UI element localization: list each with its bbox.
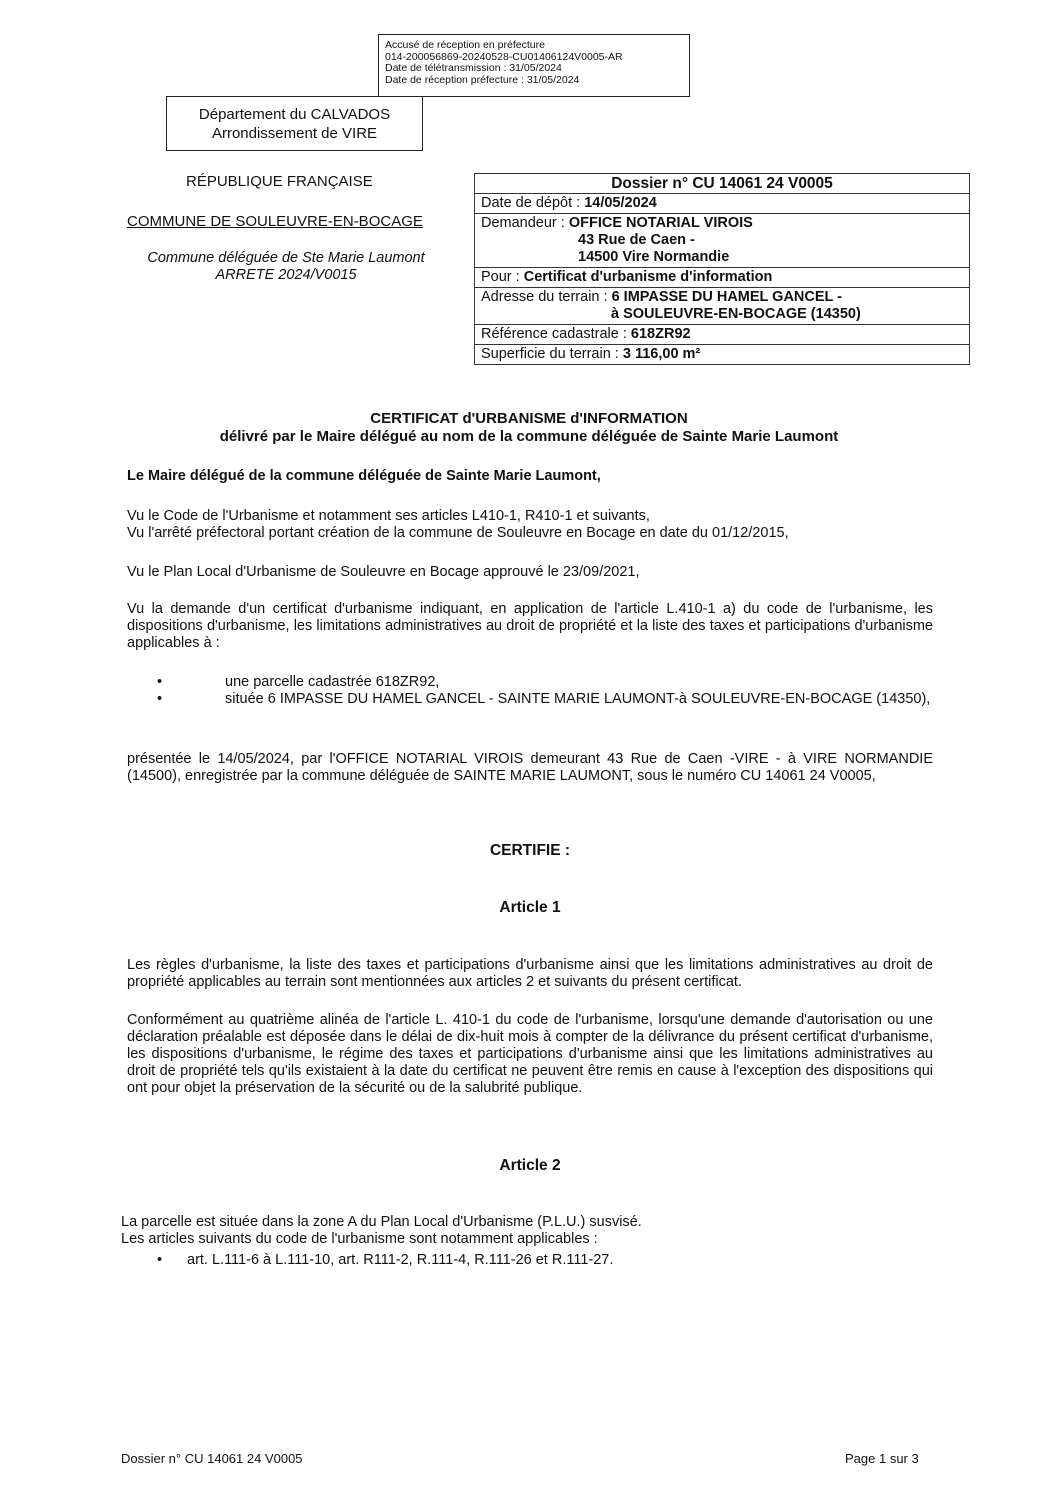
depot-value: 14/05/2024 (584, 195, 657, 211)
dossier-row (475, 214, 970, 268)
commune-label: COMMUNE DE SOULEUVRE-EN-BOCAGE (127, 213, 423, 230)
stamp-line: 014-200056869-20240528-CU01406124V0005-AR (385, 50, 623, 63)
demandeur-address-2: 14500 Vire Normandie (578, 249, 730, 265)
parcel-bullet-list (127, 674, 933, 708)
demandeur-address-1: 43 Rue de Caen - (578, 232, 695, 248)
department-box (166, 96, 423, 151)
dossier-info-table (474, 173, 970, 365)
depot-label: Date de dépôt : (481, 195, 585, 211)
list-item (127, 691, 933, 708)
demandeur-label: Demandeur : (481, 215, 569, 231)
footer-dossier-number: Dossier n° CU 14061 24 V0005 (121, 1451, 303, 1466)
adresse-value-1: 6 IMPASSE DU HAMEL GANCEL - (611, 289, 842, 305)
bullet-icon: • (157, 674, 163, 690)
arrete-label: ARRETE 2024/V0015 (215, 267, 357, 283)
adresse-value-2: à SOULEUVRE-EN-BOCAGE (14350) (611, 306, 861, 322)
vu-plu: Vu le Plan Local d'Urbanisme de Souleuvre en Bocage approuvé le 23/09/2021, (127, 564, 640, 580)
parcel-bullet-1: une parcelle cadastrée 618ZR92, (225, 674, 440, 690)
pour-value: Certificat d'urbanisme d'information (523, 269, 773, 285)
dossier-row (475, 268, 970, 288)
dossier-row (475, 345, 970, 365)
cadastre-label: Référence cadastrale : (481, 326, 631, 342)
dossier-number: Dossier n° CU 14061 24 V0005 (475, 174, 970, 194)
maire-statement: Le Maire délégué de la commune déléguée de Sainte Marie Laumont, (127, 468, 601, 484)
article2-paragraph-2: Les articles suivants du code de l'urbanisme sont notamment applicables : (121, 1231, 598, 1247)
republique-label: RÉPUBLIQUE FRANÇAISE (186, 173, 373, 190)
articles-bullet-list (127, 1252, 933, 1269)
footer-page-number: Page 1 sur 3 (845, 1451, 919, 1466)
certifie-heading: CERTIFIE : (489, 842, 571, 859)
arrondissement-label: Arrondissement de VIRE (211, 125, 378, 142)
dossier-row (475, 325, 970, 345)
list-item (127, 1252, 933, 1269)
stamp-line: Date de réception préfecture : 31/05/2024 (385, 73, 580, 86)
articles-bullet: art. L.111-6 à L.111-10, art. R111-2, R.111-4, R.111-26 et R.111-27. (187, 1252, 614, 1268)
dossier-row (475, 194, 970, 214)
departement-label: Département du CALVADOS (198, 106, 391, 123)
vu-demande: Vu la demande d'un certificat d'urbanisme indiquant, en application de l'article L.410-1 a) du code de l'urbanisme, les dispositions d'urbanisme, les limitations administratives au droit de propriété et la liste des taxes et participations d'urbanisme applicables à : (127, 601, 933, 651)
dossier-row (475, 288, 970, 325)
certificate-title (120, 410, 938, 446)
list-item (127, 674, 933, 691)
article1-paragraph-1: Les règles d'urbanisme, la liste des taxes et participations d'urbanisme ainsi que les limitations administratives au droit de propriété applicables au terrain sont mentionnées aux articles 2 et suivants du présent certificat. (127, 957, 933, 990)
vu-code: Vu le Code de l'Urbanisme et notamment ses articles L410-1, R410-1 et suivants, (127, 508, 650, 524)
bullet-icon: • (157, 691, 163, 707)
cadastre-value: 618ZR92 (630, 326, 691, 342)
adresse-label: Adresse du terrain : (481, 289, 612, 305)
vu-arrete: Vu l'arrêté préfectoral portant création de la commune de Souleuvre en Bocage en date du 01/12/2015, (127, 525, 789, 541)
commune-deleguee-label: Commune déléguée de Ste Marie Laumont (147, 250, 425, 266)
dossier-row (475, 174, 970, 194)
article2-heading: Article 2 (499, 1157, 561, 1174)
pour-label: Pour : (481, 269, 524, 285)
certificate-title-line2: délivré par le Maire délégué au nom de la commune déléguée de Sainte Marie Laumont (219, 428, 839, 445)
prefecture-receipt-stamp (378, 34, 690, 97)
superficie-label: Superficie du terrain : (481, 346, 623, 362)
stamp-line: Date de télétransmission : 31/05/2024 (385, 62, 562, 74)
vu-paragraph-1 (127, 508, 933, 542)
superficie-value: 3 116,00 m² (622, 346, 701, 362)
article1-heading: Article 1 (499, 899, 561, 916)
stamp-line: Accusé de réception en préfecture (385, 39, 545, 51)
presentee-paragraph: présentée le 14/05/2024, par l'OFFICE NOTARIAL VIROIS demeurant 43 Rue de Caen -VIRE - à VIRE NORMANDIE (14500), enregistrée par la commune déléguée de SAINTE MARIE LAUMONT, sous le numéro CU 14061 24 V0005, (127, 751, 933, 784)
commune-deleguee-block (129, 250, 443, 284)
bullet-icon: • (157, 1252, 163, 1268)
certificate-title-line1: CERTIFICAT d'URBANISME d'INFORMATION (370, 410, 688, 427)
article1-paragraph-2: Conformément au quatrième alinéa de l'article L. 410-1 du code de l'urbanisme, lorsqu'une demande d'autorisation ou une déclaration préalable est déposée dans le délai de dix-huit mois à compter de la délivrance du présent certificat d'urbanisme, les dispositions d'urbanisme, le régime des taxes et participations d'urbanisme ainsi que les limitations administratives au droit de propriété tels qu'ils existaient à la date du certificat ne peuvent être remis en cause à l'exception des dispositions qui ont pour objet la préservation de la sécurité ou de la salubrité publique. (127, 1012, 933, 1096)
article2-paragraph-1: La parcelle est située dans la zone A du Plan Local d'Urbanisme (P.L.U.) susvisé. (121, 1214, 642, 1230)
demandeur-name: OFFICE NOTARIAL VIROIS (568, 215, 753, 231)
parcel-bullet-2: située 6 IMPASSE DU HAMEL GANCEL - SAINTE MARIE LAUMONT-à SOULEUVRE-EN-BOCAGE (14350), (225, 691, 931, 707)
